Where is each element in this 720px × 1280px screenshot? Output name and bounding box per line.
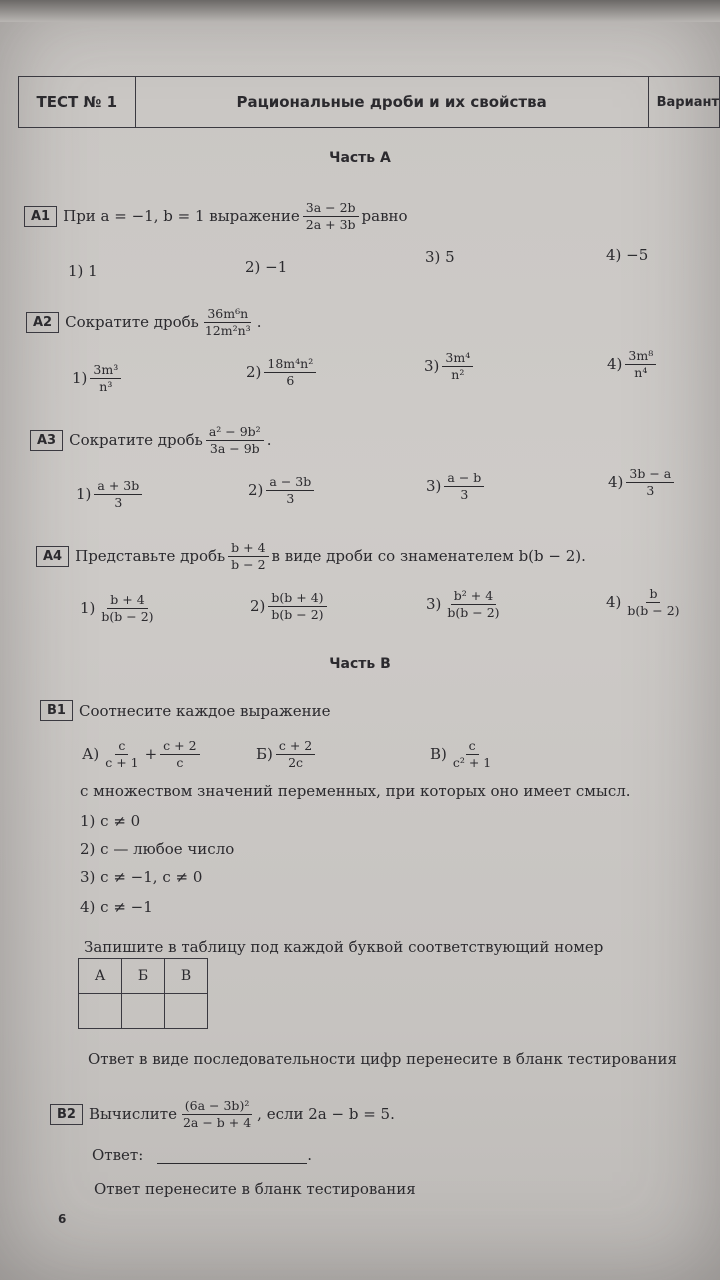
b1-expression-b: [256, 738, 318, 770]
fraction: [264, 356, 316, 388]
denominator: b(b − 2): [271, 606, 324, 622]
a3-option-1: [76, 478, 145, 510]
question-number: A4: [36, 546, 69, 567]
page-number: 6: [58, 1212, 67, 1226]
numerator: c + 2: [276, 738, 315, 755]
b1-expression-a: [82, 738, 203, 770]
numerator: c + 2: [160, 738, 199, 755]
b2-answer-row: [92, 1146, 312, 1164]
question-text: При a = −1, b = 1 выражение: [63, 207, 300, 226]
fraction: [102, 738, 141, 770]
a1-option-1: 1) 1: [68, 262, 98, 280]
option-label: 4): [608, 473, 624, 492]
answer-table: [78, 958, 208, 1029]
numerator: (6a − 3b)²: [182, 1098, 253, 1115]
answer-label: Ответ:: [92, 1146, 144, 1164]
plus-sign: +: [144, 745, 158, 764]
part-b-title: Часть B: [329, 656, 391, 672]
fraction: [444, 588, 502, 620]
test-number: ТЕСТ № 1: [19, 77, 136, 127]
question-text: Сократите дробь: [69, 431, 203, 450]
a2-option-4: [607, 348, 659, 380]
question-number: A3: [30, 430, 63, 451]
question-tail: равно: [361, 207, 408, 226]
b2-transfer-note: Ответ перенесите в бланк тестирования: [94, 1180, 416, 1198]
option-label: 4): [607, 355, 623, 374]
a1-option-2: 2) −1: [245, 258, 288, 276]
question-a1: [24, 200, 408, 232]
fraction: [94, 478, 142, 510]
denominator: 2a − b + 4: [182, 1114, 252, 1130]
question-number: A1: [24, 206, 57, 227]
option-label: 1): [76, 485, 92, 504]
question-number: B1: [40, 700, 73, 721]
table-header-v: В: [165, 959, 208, 994]
numerator: c: [466, 738, 479, 755]
denominator: b(b − 2): [627, 602, 680, 618]
fraction: [180, 1098, 254, 1130]
question-text: Вычислите: [88, 1105, 177, 1124]
denominator: b − 2: [231, 556, 266, 572]
numerator: b(b + 4): [268, 590, 326, 607]
test-header: [18, 76, 720, 128]
fraction: [268, 590, 326, 622]
a4-option-1: [80, 592, 160, 624]
option-label: 2): [248, 481, 264, 500]
numerator: 3m⁸: [625, 348, 656, 365]
a2-option-3: [424, 350, 476, 382]
numerator: 36m⁶n: [204, 306, 251, 323]
numerator: b² + 4: [451, 588, 496, 605]
numerator: b: [646, 586, 660, 603]
question-tail: в виде дроби со знаменателем b(b − 2).: [271, 547, 586, 566]
fraction: [160, 738, 199, 770]
question-tail: .: [266, 431, 272, 450]
denominator: c: [176, 754, 184, 770]
denominator: b(b − 2): [101, 608, 154, 624]
a2-option-2: [246, 356, 319, 388]
denominator: c + 1: [105, 754, 139, 770]
fraction: [206, 424, 264, 456]
table-header-b: Б: [122, 959, 165, 994]
a2-option-1: [72, 362, 124, 394]
a3-option-2: [248, 474, 317, 506]
numerator: 3m⁴: [442, 350, 473, 367]
denominator: 3: [114, 494, 123, 510]
option-label: 4): [606, 593, 622, 612]
question-text: Сократите дробь: [65, 313, 199, 332]
a3-option-4: [608, 466, 677, 498]
denominator: 6: [286, 372, 295, 388]
denominator: 3: [460, 486, 469, 502]
denominator: n³: [99, 378, 113, 394]
denominator: c² + 1: [452, 754, 492, 770]
fraction: [303, 200, 359, 232]
numerator: a + 3b: [94, 478, 142, 495]
part-a-title: Часть A: [329, 150, 391, 166]
denominator: 3a − 9b: [209, 440, 260, 456]
fraction: [228, 540, 268, 572]
numerator: 3a − 2b: [303, 200, 359, 217]
test-title: Рациональные дроби и их свойства: [136, 77, 649, 127]
answer-cell-v[interactable]: [165, 994, 208, 1029]
option-label: 1): [72, 369, 88, 388]
a4-option-2: [250, 590, 330, 622]
fraction: [626, 466, 674, 498]
question-text: Соотнесите каждое выражение: [78, 701, 331, 720]
option-label: А): [82, 745, 100, 764]
a4-option-3: [426, 588, 506, 620]
option-label: 2): [246, 363, 262, 382]
numerator: a² − 9b²: [206, 424, 264, 441]
denominator: 2a + 3b: [305, 216, 356, 232]
denominator: b(b − 2): [447, 604, 500, 620]
numerator: b + 4: [107, 592, 147, 609]
option-label: 2): [250, 597, 266, 616]
denominator: n⁴: [634, 364, 648, 380]
denominator: 3: [646, 482, 655, 498]
question-number: A2: [26, 312, 59, 333]
denominator: n²: [451, 366, 465, 382]
answer-blank[interactable]: [157, 1149, 307, 1164]
fraction: [444, 470, 484, 502]
denominator: 3: [286, 490, 295, 506]
b1-set-2: 2) c — любое число: [80, 840, 235, 858]
denominator: 2c: [288, 754, 304, 770]
denominator: 12m²n³: [204, 322, 251, 338]
numerator: 3b − a: [626, 466, 674, 483]
question-a3: [30, 424, 271, 456]
option-label: 3): [426, 477, 442, 496]
b1-set-1: 1) c ≠ 0: [80, 812, 141, 830]
a4-option-4: [606, 586, 686, 618]
fraction: [625, 348, 656, 380]
fraction: [442, 350, 473, 382]
question-b1: [40, 700, 331, 721]
a3-option-3: [426, 470, 487, 502]
numerator: a − 3b: [266, 474, 314, 491]
fraction: [202, 306, 254, 338]
fraction: [624, 586, 682, 618]
fraction: [90, 362, 121, 394]
a1-option-4: 4) −5: [606, 246, 649, 264]
question-number: B2: [50, 1104, 83, 1125]
question-tail: .: [256, 313, 262, 332]
option-label: 3): [426, 595, 442, 614]
numerator: c: [115, 738, 128, 755]
variant-label: Вариант: [656, 94, 719, 110]
fraction: [266, 474, 314, 506]
numerator: b + 4: [228, 540, 268, 557]
answer-cell-b[interactable]: [122, 994, 165, 1029]
table-header-a: А: [79, 959, 122, 994]
option-label: 3): [424, 357, 440, 376]
option-label: 1): [80, 599, 96, 618]
b1-set-4: 4) c ≠ −1: [80, 898, 153, 916]
numerator: 18m⁴n²: [264, 356, 316, 373]
question-tail: , если 2a − b = 5.: [257, 1105, 395, 1124]
b1-expression-c: [430, 738, 497, 770]
numerator: a − b: [444, 470, 484, 487]
question-text: Представьте дробь: [75, 547, 226, 566]
question-a2: [26, 306, 261, 338]
option-label: Б): [256, 745, 273, 764]
a1-option-3: 3) 5: [425, 248, 455, 266]
page-top-edge: [0, 0, 720, 22]
fraction: [276, 738, 315, 770]
b1-instruction: Запишите в таблицу под каждой буквой соответствующий номер: [84, 938, 604, 956]
b1-transfer-note: Ответ в виде последовательности цифр перенесите в бланк тестирования: [88, 1050, 677, 1068]
b1-set-3: 3) c ≠ −1, c ≠ 0: [80, 868, 203, 886]
b1-text-2: с множеством значений переменных, при которых оно имеет смысл.: [80, 782, 631, 800]
question-a4: [36, 540, 586, 572]
answer-dot: .: [307, 1146, 313, 1164]
numerator: 3m³: [90, 362, 121, 379]
fraction: [98, 592, 156, 624]
fraction: [450, 738, 494, 770]
option-label: В): [430, 745, 447, 764]
question-b2: [50, 1098, 395, 1130]
answer-cell-a[interactable]: [79, 994, 122, 1029]
